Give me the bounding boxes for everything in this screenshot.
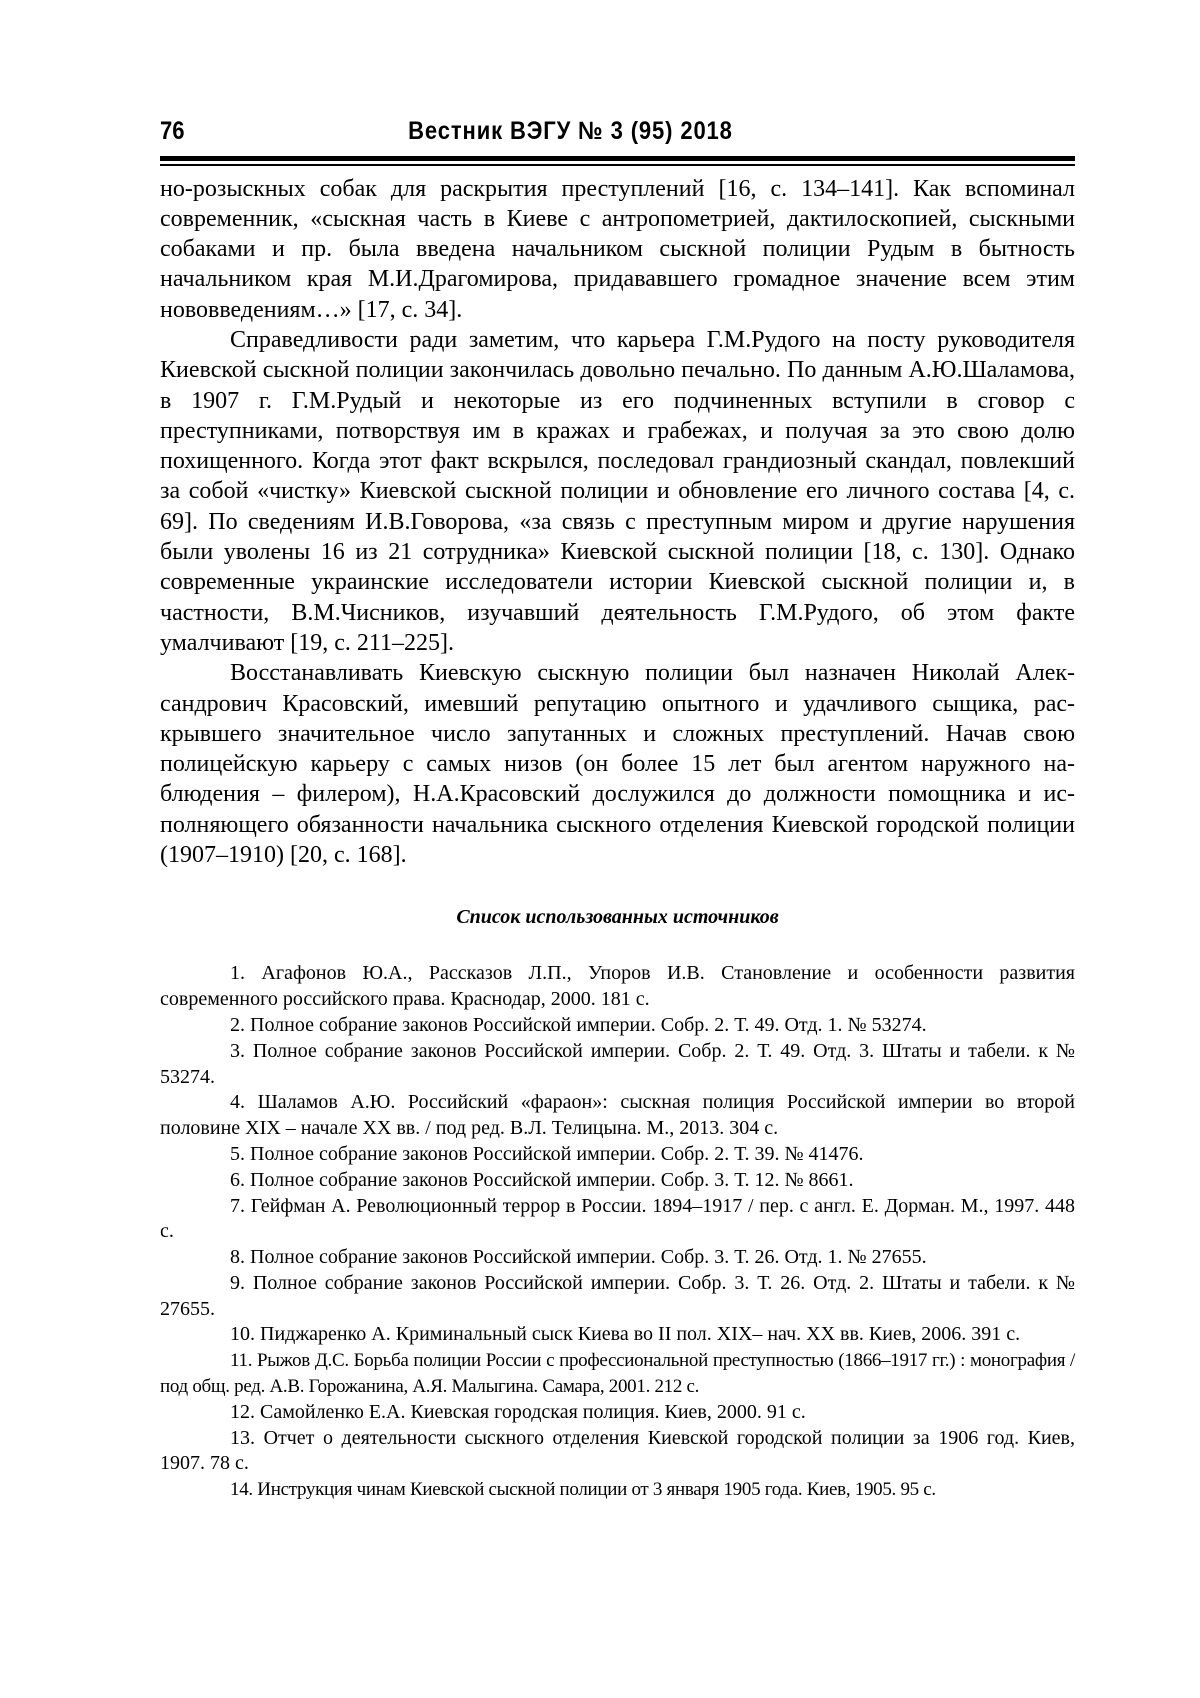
reference-item: 6. Полное собрание законов Российской империи. Собр. 3. Т. 12. № 8661. xyxy=(230,1168,854,1191)
reference-item: 14. Инструкция чинам Киевской сыскной полиции от 3 января 1905 года. Киев, 1905. 95 с. xyxy=(230,1479,936,1501)
journal-page xyxy=(160,112,1075,1503)
reference-item: 10. Пиджаренко А. Криминальный сыск Киева во II пол. XIX– нач. XX вв. Киев, 2006. 391 с. xyxy=(230,1323,1021,1346)
header-rule-thick xyxy=(160,156,1075,161)
reference-item: 2. Полное собрание законов Российской империи. Собр. 2. Т. 49. Отд. 1. № 53274. xyxy=(230,1013,927,1036)
journal-title: Вестник ВЭГУ № 3 (95) 2018 xyxy=(408,117,733,145)
body-paragraph: Справедливости ради заметим, что карьера Г.М.Рудого на посту руководителя Киевской сыскной полиции закончилась довольно печально. По данным А.Ю.Шаламова, в 1907 г. Г.М.Рудый и некоторые из его подчиненных вступили в сговор с преступниками, потворствуя им в кражах и грабежах, и получая за это свою долю похищенного. Когда этот факт вскрылся, последовал грандиозный скандал, повлекший за собой «чистку» Киевской сыскной полиции и обновление его личного состава [4, с. 69]. По сведениям И.В.Говорова, «за связь с преступным миром и другие нарушения были уволены 16 из 21 сотрудника» Киевской сыскной полиции [18, с. 130]. Однако современные украинские исследователи истории Киевской сыскной полиции и, в частности, В.М.Чисников, изучавший деятельность Г.М.Рудого, об этом факте умалчивают [19, с. 211–225]. xyxy=(160,326,1075,656)
reference-item: 1. Агафонов Ю.А., Рассказов Л.П., Упоров И.В. Становление и особенности развития современного российского права. Краснодар, 2000. 181 с. xyxy=(160,962,1075,1011)
header-rule-thin xyxy=(160,164,1075,166)
running-header xyxy=(160,112,1075,150)
reference-item: 7. Гейфман А. Революционный террор в России. 1894–1917 / пер. с англ. Е. Дорман. М., 1997. 448 с. xyxy=(160,1194,1075,1243)
body-paragraph: Восстанавливать Киевскую сыскную полиции был назначен Николай Александрович Красовский, имевший репутацию опытного и удачливого сыщика, раскрывшего значительное число запутанных и сложных преступлений. Начав свою полицейскую карьеру с самых низов (он более 15 лет был агентом наружного наблюдения – филером), Н.А.Красовский дослужился до должности помощника и исполняющего обязанности начальника сыскного отделения Киевской городской полиции (1907–1910) [20, с. 168]. xyxy=(160,660,1075,869)
page-number: 76 xyxy=(160,117,185,145)
reference-item: 13. Отчет о деятельности сыскного отделения Киевской городской полиции за 1906 год. Киев, 1907. 78 с. xyxy=(160,1426,1075,1475)
body-paragraph: но-розыскных собак для раскрытия преступлений [16, с. 134–141]. Как вспоминал современник, «сыскная часть в Киеве с антропометрией, дактилоскопией, сыскными собаками и пр. была введена начальником сыскной полиции Рудым в бытность начальником края М.И.Драгомирова, придававшего громадное значение всем этим нововведениям…» [17, с. 34]. xyxy=(160,175,1075,323)
article-body xyxy=(160,174,1075,871)
references-list xyxy=(160,961,1075,1503)
reference-item: 12. Самойленко Е.А. Киевская городская полиция. Киев, 2000. 91 с. xyxy=(230,1400,806,1423)
reference-item: 9. Полное собрание законов Российской империи. Собр. 3. Т. 26. Отд. 2. Штаты и табели. к № 27655. xyxy=(160,1271,1075,1320)
reference-item: 4. Шаламов А.Ю. Российский «фараон»: сыскная полиция Российской империи во второй половине XIX – начале XX вв. / под ред. В.Л. Телицына. М., 2013. 304 с. xyxy=(160,1091,1075,1140)
reference-item: 11. Рыжов Д.С. Борьба полиции России с профессиональной преступностью (1866–1917 гг.) : монография / под общ. ред. А.В. Горожанина, А.Я. Малыгина. Самара, 2001. 212 с. xyxy=(160,1350,1075,1398)
references-title: Список использованных источников xyxy=(456,906,779,929)
reference-item: 5. Полное собрание законов Российской империи. Собр. 2. Т. 39. № 41476. xyxy=(230,1142,864,1165)
reference-item: 8. Полное собрание законов Российской империи. Собр. 3. Т. 26. Отд. 1. № 27655. xyxy=(230,1246,927,1269)
reference-item: 3. Полное собрание законов Российской империи. Собр. 2. Т. 49. Отд. 3. Штаты и табели. к № 53274. xyxy=(160,1039,1075,1088)
